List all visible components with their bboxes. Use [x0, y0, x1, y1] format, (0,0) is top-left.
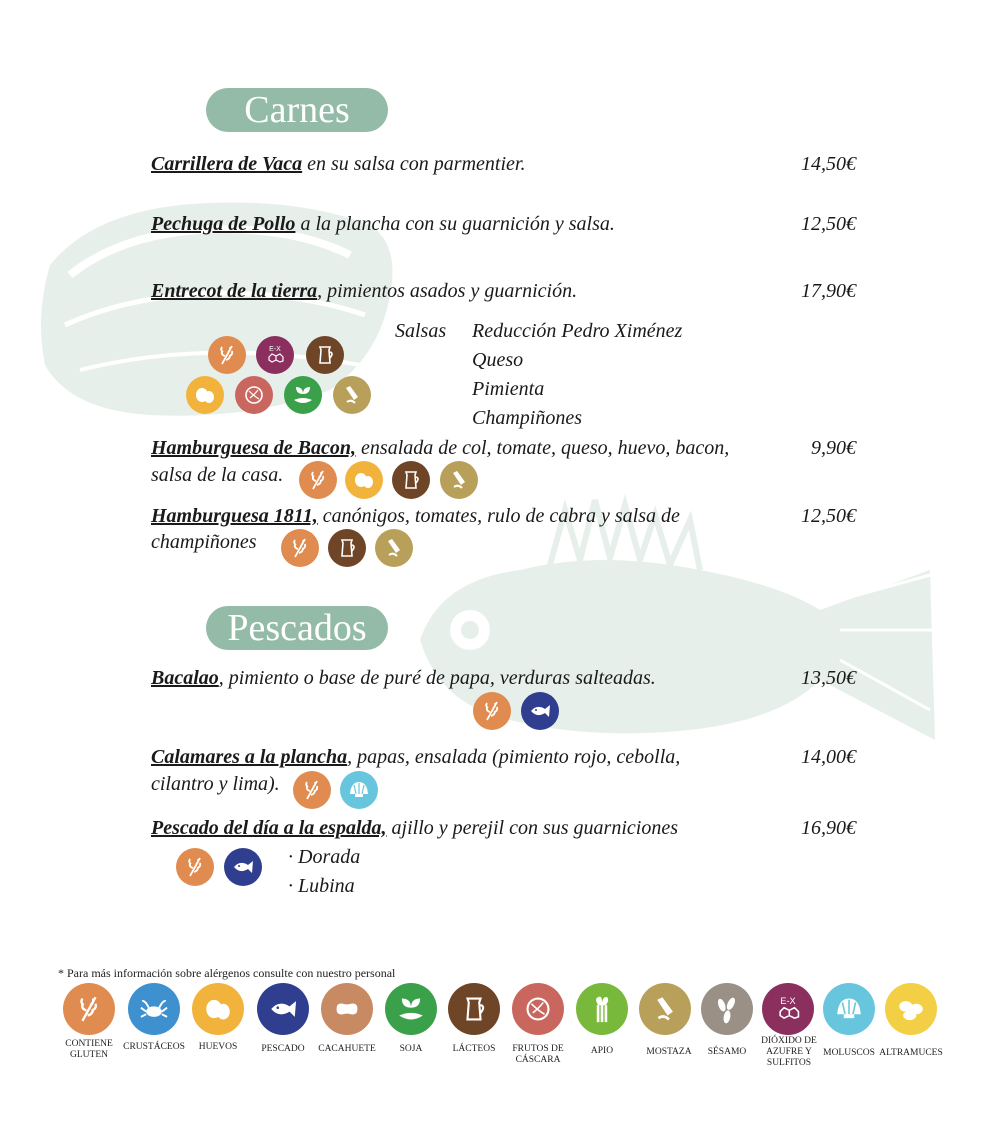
dish-price: 12,50€ [801, 505, 856, 527]
gluten-icon [176, 848, 214, 886]
pescado-icon [224, 848, 262, 886]
mostaza-icon [333, 376, 371, 414]
gluten-icon [63, 983, 115, 1035]
menu-item [151, 277, 771, 305]
salsa-option: Champiñones [472, 407, 582, 429]
svg-text:E-X: E-X [269, 346, 281, 353]
dish-price: 9,90€ [811, 437, 856, 459]
dish-name: Hamburguesa de Bacon, [151, 437, 357, 459]
menu-item [151, 150, 771, 178]
soja-icon [284, 376, 322, 414]
dish-description: ensalada de col, tomate, queso, huevo, bacon, [356, 437, 730, 459]
dish-description: , pimientos asados y guarnición. [317, 280, 578, 302]
salsa-option: Pimienta [472, 378, 545, 400]
sesamo-icon [701, 983, 753, 1035]
mostaza-icon [639, 983, 691, 1035]
dish-name: Pescado del día a la espalda, [151, 817, 387, 839]
sulfitos-icon [256, 336, 294, 374]
dish-price: 12,50€ [801, 213, 856, 235]
sulfitos-badge-text: E-X [780, 995, 796, 1006]
gluten-icon [299, 461, 337, 499]
dish-name: Carrillera de Vaca [151, 153, 303, 175]
dish-description: ajillo y perejil con sus guarniciones [386, 817, 678, 839]
dish-description: canónigos, tomates, rulo de cabra y salsa de [317, 505, 680, 527]
fish-option: · Lubina [288, 875, 355, 897]
apio-icon [576, 983, 628, 1035]
salsa-option: Reducción Pedro Ximénez [472, 320, 683, 342]
dish-description: , pimiento o base de puré de papa, verduras salteadas. [218, 667, 656, 689]
legend-label: APIO [590, 1046, 614, 1056]
dish-price: 14,00€ [801, 746, 856, 768]
altramuces-icon [885, 983, 937, 1035]
legend-label: CRUSTÁCEOS [123, 1042, 185, 1052]
soja-icon [385, 983, 437, 1035]
salsas-label: Salsas [395, 320, 447, 342]
moluscos-icon [340, 771, 378, 809]
legend-label: MOLUSCOS [823, 1048, 875, 1058]
dish-description: , papas, ensalada (pimiento rojo, cebolla, [347, 746, 681, 768]
legend-label: PESCADO [261, 1044, 305, 1054]
menu-item [151, 434, 781, 462]
lacteos-icon [448, 983, 500, 1035]
legend-label: SOJA [399, 1044, 423, 1054]
dish-name: Pechuga de Pollo [151, 213, 296, 235]
menu-item [151, 502, 781, 530]
fish-option: · Dorada [288, 846, 361, 868]
legend-label: DIÓXIDO DE AZUFRE Y SULFITOS [761, 1036, 817, 1068]
legend-label: ALTRAMUCES [879, 1048, 943, 1058]
legend-label: CONTIENE GLUTEN [65, 1039, 113, 1060]
dish-name: Entrecot de la tierra [151, 280, 318, 302]
legend-label: CACAHUETE [318, 1044, 376, 1054]
menu-item [151, 664, 781, 692]
gluten-icon [293, 771, 331, 809]
dish-description-line2: cilantro y lima). [151, 773, 280, 795]
menu-item [151, 743, 781, 771]
dish-description: a la plancha con su guarnición y salsa. [295, 213, 615, 235]
frutos-cascara-icon [512, 983, 564, 1035]
dish-price: 17,90€ [801, 280, 856, 302]
lacteos-icon [392, 461, 430, 499]
dish-description: en su salsa con parmentier. [302, 153, 526, 175]
legend-label: SÉSAMO [707, 1047, 747, 1057]
dish-price: 14,50€ [801, 153, 856, 175]
huevos-icon [186, 376, 224, 414]
gluten-icon [208, 336, 246, 374]
huevos-icon [192, 983, 244, 1035]
dish-price: 13,50€ [801, 667, 856, 689]
legend-label: LÁCTEOS [452, 1044, 496, 1054]
dish-description-line2: champiñones [151, 531, 257, 553]
salsa-option: Queso [472, 349, 524, 371]
pescado-icon [521, 692, 559, 730]
menu-item [151, 814, 781, 842]
legend-label: FRUTOS DE CÁSCARA [512, 1044, 564, 1065]
mostaza-icon [440, 461, 478, 499]
pescado-icon [257, 983, 309, 1035]
lacteos-icon [328, 529, 366, 567]
section-title-carnes: Carnes [206, 88, 388, 132]
moluscos-icon [823, 983, 875, 1035]
dish-name: Hamburguesa 1811, [151, 505, 318, 527]
gluten-icon [473, 692, 511, 730]
sulfitos-icon [762, 983, 814, 1035]
gluten-icon [281, 529, 319, 567]
cacahuete-icon [321, 983, 373, 1035]
legend-label: MOSTAZA [646, 1047, 692, 1057]
dish-description-line2: salsa de la casa. [151, 464, 284, 486]
dish-price: 16,90€ [801, 817, 856, 839]
legend-label: HUEVOS [198, 1042, 238, 1052]
frutos-cascara-icon [235, 376, 273, 414]
mostaza-icon [375, 529, 413, 567]
dish-name: Calamares a la plancha [151, 746, 348, 768]
section-title-pescados: Pescados [206, 606, 388, 650]
lacteos-icon [306, 336, 344, 374]
huevos-icon [345, 461, 383, 499]
allergen-note: * Para más información sobre alérgenos consulte con nuestro personal [58, 966, 396, 980]
crustaceos-icon [128, 983, 180, 1035]
dish-name: Bacalao [151, 667, 219, 689]
menu-item [151, 210, 771, 238]
